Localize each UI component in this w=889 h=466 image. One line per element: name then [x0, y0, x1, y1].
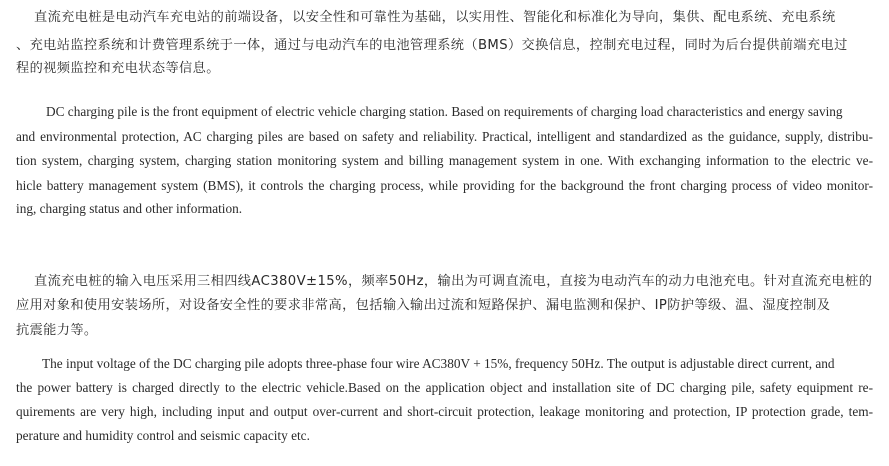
- text-line: ing, charging status and other information.: [16, 201, 243, 216]
- text-line: 、充电站监控系统和计费管理系统于一体，通过与电动汽车的电池管理系统（BMS）交换信息，控制充电过程，同时为后台提供前端充电过: [16, 38, 848, 53]
- text-line: 直流充电桩是电动汽车充电站的前端设备，以安全性和可靠性为基础，以实用性、智能化和标准化为导向，集供、配电系统、充电系统: [34, 10, 836, 25]
- text-line: 应用对象和使用安装场所，对设备安全性的要求非常高，包括输入输出过流和短路保护、漏电监测和保护、IP防护等级、温、湿度控制及: [16, 298, 831, 313]
- text-line: 直流充电桩的输入电压采用三相四线AC380V±15%，频率50Hz，输出为可调直流电，直接为电动汽车的动力电池充电。针对直流充电桩的: [34, 274, 873, 289]
- text-line: 抗震能力等。: [16, 323, 98, 338]
- text-line: 程的视频监控和充电状态等信息。: [16, 61, 220, 76]
- text-line: the power battery is charged directly to the electric vehicle.Based on the application object and installation site of DC charging pile, safety equipment re-: [16, 380, 873, 395]
- text-line: The input voltage of the DC charging pile adopts three-phase four wire AC380V + 15%, frequency 50Hz. The output is adjustable direct current, and: [42, 356, 835, 371]
- text-line: perature and humidity control and seismic capacity etc.: [16, 428, 310, 443]
- text-line: and environmental protection, AC charging piles are based on safety and reliability. Practical, intelligent and standardized as the guidance, supply, distribu-: [16, 129, 873, 144]
- text-line: DC charging pile is the front equipment of electric vehicle charging station. Based on requirements of charging load characteristics and energy saving: [46, 104, 843, 119]
- text-line: hicle battery management system (BMS), it controls the charging process, while providing for the background the front charging process of video monitor-: [16, 178, 873, 193]
- text-line: tion system, charging system, charging station monitoring system and billing management system in one. With exchanging information to the electric ve-: [16, 153, 873, 168]
- text-line: quirements are very high, including input and output over-current and short-circuit protection, leakage monitoring and protection, IP protection grade, tem-: [16, 404, 873, 419]
